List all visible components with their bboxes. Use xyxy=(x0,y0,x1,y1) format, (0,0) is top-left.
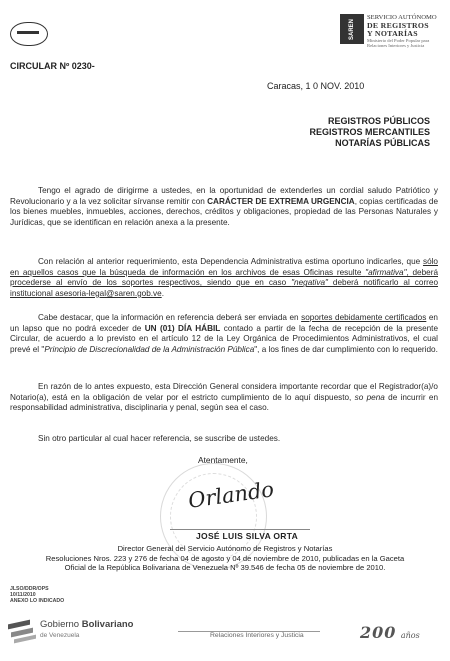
paragraph-1 xyxy=(10,186,438,228)
saren-logo: SAREN xyxy=(340,14,364,44)
p2-text-b: sólo en aquellos casos que la búsqueda de información en los archivos de esas Oficinas resulte xyxy=(10,257,438,277)
signer-role xyxy=(10,544,440,573)
p2-text-d: , deberá procederse al envío de los soportes respectivos, siendo que en caso xyxy=(10,267,438,288)
addressee-line-3: NOTARÍAS PÚBLICAS xyxy=(335,138,430,148)
gov-line1b: Bolivariano xyxy=(81,619,134,630)
addressee-line-1: REGISTROS PÚBLICOS xyxy=(327,116,430,126)
initials-block xyxy=(10,586,64,605)
p2-affirmative: "afirmativa" xyxy=(365,267,407,277)
saren-line5: Relaciones Interiores y Justicia xyxy=(367,43,425,49)
p4-text-c: de incurrir en responsabilidad administrativa, disciplinaria y penal, según sea el caso. xyxy=(10,392,439,413)
initials-line-3: ANEXO LO INDICADO xyxy=(10,598,65,605)
government-name xyxy=(40,620,133,641)
p2-text-h: . xyxy=(161,288,164,298)
paragraph-3 xyxy=(10,313,438,355)
paragraph-4 xyxy=(10,382,438,414)
saren-line3: Y NOTARÍAS xyxy=(367,29,418,38)
gov-line2: de Venezuela xyxy=(40,632,80,639)
circular-number: CIRCULAR Nº 0230- xyxy=(10,61,95,71)
anniversary-mark xyxy=(360,623,420,642)
signer-role-line-3: Oficial de la República Bolivariana de Venezuela Nº 39.546 de fecha 05 de noviembre de 2010. xyxy=(64,563,386,573)
saren-line4: Ministerio del Poder Popular para xyxy=(367,38,430,43)
signer-role-line-2: Resoluciones Nros. 223 y 276 de fecha 04 de agosto y 04 de noviembre de 2010, publicadas en la Gaceta xyxy=(45,553,405,563)
p3-principle: Principio de Discrecionalidad de la Administración Pública xyxy=(44,344,255,354)
p3-certified: soportes debidamente certificados xyxy=(301,313,427,322)
p3-text-a: Cabe destacar, que la información en referencia deberá ser enviada en xyxy=(38,313,302,322)
saren-line2: DE REGISTROS xyxy=(367,21,429,30)
paragraph-2 xyxy=(10,257,438,299)
signer-role-line-1: Director General del Servicio Autónomo de Registros y Notarías xyxy=(117,544,333,553)
saren-heading xyxy=(367,14,445,49)
p3-text-c: en un lapso que no podrá exceder de xyxy=(10,313,438,333)
government-logo-icon xyxy=(8,620,36,642)
email-link[interactable]: asesoria-legal@saren.gob.ve xyxy=(55,288,162,298)
date-line: Caracas, 1 0 NOV. 2010 xyxy=(267,81,365,91)
ministry-name: Relaciones Interiores y Justicia xyxy=(210,632,304,639)
saren-line1: SERVICIO AUTÓNOMO xyxy=(367,14,437,21)
p3-text-g: ", a los fines de dar cumplimiento con lo requerido. xyxy=(254,344,438,354)
signer-name: JOSÉ LUIS SILVA ORTA xyxy=(196,531,299,541)
p2-text-f: deberá notificarlo al correo institucional xyxy=(10,278,439,298)
addressee-line-2: REGISTROS MERCANTILES xyxy=(309,127,430,137)
p2-negative: "negativa" xyxy=(291,278,328,288)
paragraph-5 xyxy=(10,434,438,445)
p2-text-a: Con relación al anterior requerimiento, esta Dependencia Administrativa estima oportuno indicarles, que xyxy=(38,257,423,266)
p3-deadline: UN (01) DÍA HÁBIL xyxy=(144,323,221,333)
p3-text-e: contado a partir de la fecha de recepción de la presente Circular, de acuerdo a lo previsto en el artículo 12 de la Ley Orgánica de Procedimientos Administrativos, el cual prevé el " xyxy=(10,323,439,354)
anniversary-number: 200 xyxy=(360,623,397,642)
initials-line-2: 10/11/2010 xyxy=(10,592,36,599)
signature-line xyxy=(170,529,310,530)
p1-urgency: CARÁCTER DE EXTREMA URGENCIA xyxy=(207,196,355,206)
p1-text-a: Tengo el agrado de dirigirme a ustedes, en la oportunidad de extenderles un cordial saludo Patriótico y Revolucionario y a la vez solicitar sírvanse remitir con xyxy=(10,186,438,206)
p4-text-a: En razón de lo antes expuesto, esta Dirección General considera importante recordar que el Registrador(a)/o Notario(a), está en la obligación de velar por el estricto cumplimiento de lo aquí dispuesto, xyxy=(10,382,438,402)
anniversary-word: años xyxy=(400,631,420,640)
initials-line-1: JLSO/DDR/OPS xyxy=(10,586,49,592)
addressee-block xyxy=(280,116,430,149)
handwritten-signature: Orlando xyxy=(186,477,276,513)
seal-logo-icon xyxy=(10,22,48,46)
closing: Atentamente, xyxy=(198,455,248,465)
p5-text: Sin otro particular al cual hacer referencia, se suscribe de ustedes. xyxy=(38,434,281,443)
gov-line1: Gobierno xyxy=(40,619,80,630)
p1-text-c: , copias certificadas de los bienes muebles, inmuebles, acciones, derechos, créditos y obligaciones, propiedad de las Personas Naturales y Jurídicas, que se identifican en relación anexa a la presente. xyxy=(10,196,438,227)
p4-so-pena: so pena xyxy=(354,392,385,402)
